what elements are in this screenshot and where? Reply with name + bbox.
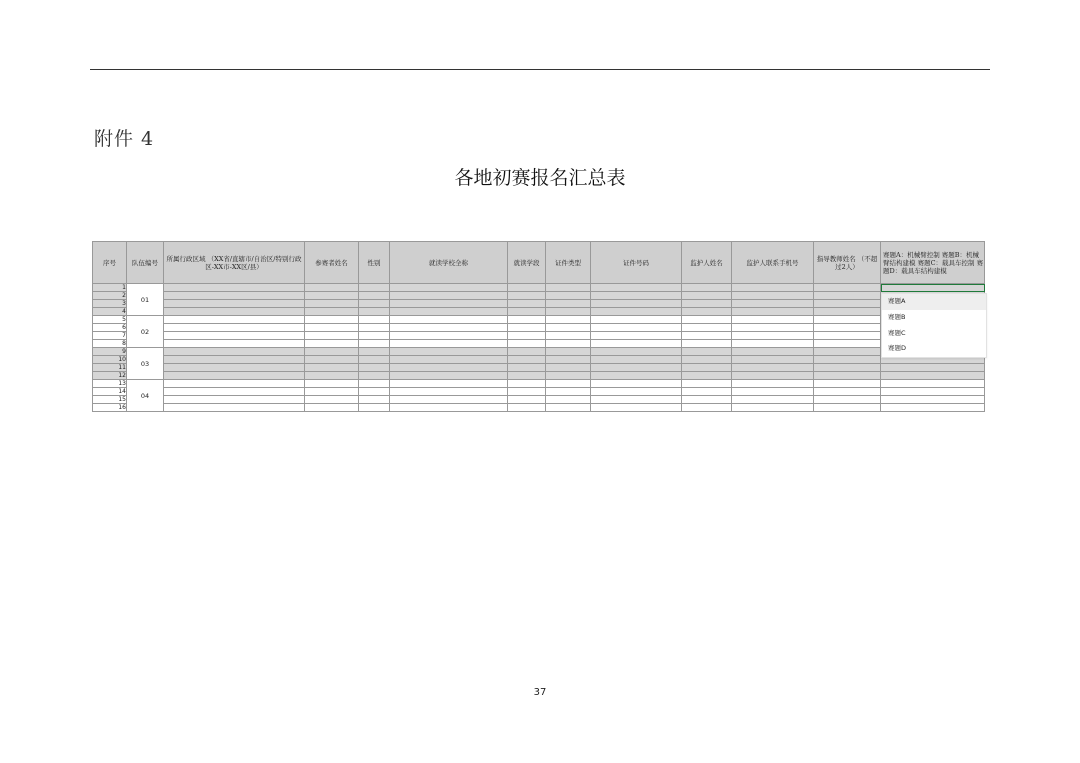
cell[interactable]	[591, 324, 682, 332]
header-guardian-phone: 监护人联系手机号	[732, 242, 814, 284]
cell[interactable]	[881, 396, 985, 404]
cell[interactable]	[814, 316, 881, 324]
cell[interactable]	[508, 292, 546, 300]
cell[interactable]	[682, 372, 732, 380]
table-row	[93, 332, 985, 340]
cell[interactable]	[305, 356, 359, 364]
cell[interactable]	[508, 372, 546, 380]
cell[interactable]	[591, 316, 682, 324]
cell[interactable]	[591, 396, 682, 404]
cell[interactable]	[546, 348, 591, 356]
cell[interactable]	[508, 284, 546, 292]
cell[interactable]	[305, 316, 359, 324]
registration-sheet	[92, 241, 985, 412]
cell[interactable]	[732, 300, 814, 308]
cell[interactable]	[359, 340, 390, 348]
cell[interactable]	[359, 356, 390, 364]
cell[interactable]	[390, 404, 508, 412]
cell[interactable]	[682, 316, 732, 324]
row-number: 8	[93, 340, 127, 348]
cell[interactable]	[164, 324, 305, 332]
cell[interactable]	[305, 348, 359, 356]
cell[interactable]	[814, 284, 881, 292]
cell[interactable]	[881, 404, 985, 412]
cell[interactable]	[546, 308, 591, 316]
dropdown-option-d[interactable]: 赛题D	[888, 344, 907, 353]
row-number: 13	[93, 380, 127, 388]
cell[interactable]	[164, 300, 305, 308]
cell[interactable]	[508, 404, 546, 412]
cell[interactable]	[591, 404, 682, 412]
table-row	[93, 300, 985, 308]
cell[interactable]	[546, 324, 591, 332]
cell[interactable]	[164, 388, 305, 396]
dropdown-option-a[interactable]: 赛题A	[882, 294, 986, 310]
cell[interactable]	[508, 348, 546, 356]
cell[interactable]	[305, 292, 359, 300]
cell[interactable]	[164, 316, 305, 324]
cell[interactable]	[508, 308, 546, 316]
cell[interactable]	[682, 300, 732, 308]
cell[interactable]	[359, 284, 390, 292]
team-id-cell: 04	[127, 380, 164, 412]
cell[interactable]	[164, 396, 305, 404]
header-guardian: 监护人姓名	[682, 242, 732, 284]
cell[interactable]	[305, 372, 359, 380]
header-school: 就读学校全称	[390, 242, 508, 284]
cell[interactable]	[305, 396, 359, 404]
cell[interactable]	[546, 380, 591, 388]
cell[interactable]	[591, 380, 682, 388]
cell[interactable]	[390, 308, 508, 316]
cell[interactable]	[359, 404, 390, 412]
cell[interactable]	[591, 300, 682, 308]
cell[interactable]	[508, 332, 546, 340]
cell[interactable]	[359, 348, 390, 356]
cell[interactable]	[359, 292, 390, 300]
cell[interactable]	[732, 332, 814, 340]
cell[interactable]	[546, 364, 591, 372]
cell[interactable]	[508, 396, 546, 404]
cell[interactable]	[591, 364, 682, 372]
table-row	[93, 348, 985, 356]
track-select-cell[interactable]	[881, 284, 985, 292]
cell[interactable]	[546, 340, 591, 348]
header-track: 赛题A：机械臂控制 赛题B：机械臂结构建模 赛题C：载具车控制 赛题D：载具车结构建模	[881, 242, 985, 284]
cell[interactable]	[390, 316, 508, 324]
cell[interactable]	[732, 284, 814, 292]
row-number: 5	[93, 316, 127, 324]
cell[interactable]	[814, 364, 881, 372]
header-teacher: 指导教师姓名 （不超过2人）	[814, 242, 881, 284]
cell[interactable]	[591, 372, 682, 380]
row-number: 16	[93, 404, 127, 412]
page-title: 各地初赛报名汇总表	[454, 167, 626, 189]
cell[interactable]	[305, 324, 359, 332]
cell[interactable]	[591, 388, 682, 396]
cell[interactable]	[682, 364, 732, 372]
row-number: 11	[93, 364, 127, 372]
table-row	[93, 340, 985, 348]
cell[interactable]	[305, 340, 359, 348]
cell[interactable]	[546, 284, 591, 292]
cell[interactable]	[546, 316, 591, 324]
header-id-type: 证件类型	[546, 242, 591, 284]
cell[interactable]	[546, 372, 591, 380]
cell[interactable]	[359, 364, 390, 372]
cell[interactable]	[508, 380, 546, 388]
cell[interactable]	[164, 404, 305, 412]
team-id-cell: 01	[127, 284, 164, 316]
cell[interactable]	[164, 364, 305, 372]
cell[interactable]	[814, 388, 881, 396]
cell[interactable]	[546, 292, 591, 300]
cell[interactable]	[305, 284, 359, 292]
header-row	[93, 242, 985, 284]
cell[interactable]	[814, 324, 881, 332]
header-rule	[90, 69, 990, 70]
cell[interactable]	[732, 292, 814, 300]
header-seq: 序号	[93, 242, 127, 284]
cell[interactable]	[814, 308, 881, 316]
table-row	[93, 388, 985, 396]
cell[interactable]	[359, 388, 390, 396]
dropdown-option-c[interactable]: 赛题C	[888, 328, 906, 337]
cell[interactable]	[359, 396, 390, 404]
cell[interactable]	[508, 340, 546, 348]
cell[interactable]	[546, 404, 591, 412]
cell[interactable]	[881, 380, 985, 388]
cell[interactable]	[546, 300, 591, 308]
cell[interactable]	[814, 332, 881, 340]
cell[interactable]	[305, 308, 359, 316]
cell[interactable]	[305, 300, 359, 308]
cell[interactable]	[508, 356, 546, 364]
cell[interactable]	[732, 388, 814, 396]
cell[interactable]	[359, 300, 390, 308]
cell[interactable]	[390, 300, 508, 308]
cell[interactable]	[732, 340, 814, 348]
cell[interactable]	[682, 404, 732, 412]
cell[interactable]	[164, 308, 305, 316]
cell[interactable]	[359, 316, 390, 324]
cell[interactable]	[814, 356, 881, 364]
cell[interactable]	[390, 388, 508, 396]
cell[interactable]	[682, 380, 732, 388]
cell[interactable]	[732, 380, 814, 388]
row-number: 6	[93, 324, 127, 332]
table-row	[93, 308, 985, 316]
cell[interactable]	[814, 372, 881, 380]
header-id-number: 证件号码	[591, 242, 682, 284]
cell[interactable]	[814, 348, 881, 356]
cell[interactable]	[546, 332, 591, 340]
row-number: 1	[93, 284, 127, 292]
cell[interactable]	[591, 356, 682, 364]
cell[interactable]	[732, 308, 814, 316]
cell[interactable]	[814, 380, 881, 388]
cell[interactable]	[814, 300, 881, 308]
cell[interactable]	[508, 388, 546, 396]
row-number: 3	[93, 300, 127, 308]
header-gender: 性别	[359, 242, 390, 284]
table-row	[93, 316, 985, 324]
cell[interactable]	[732, 372, 814, 380]
cell[interactable]	[164, 380, 305, 388]
cell[interactable]	[508, 316, 546, 324]
cell[interactable]	[682, 396, 732, 404]
table-row	[93, 324, 985, 332]
cell[interactable]	[732, 356, 814, 364]
cell[interactable]	[164, 356, 305, 364]
table-row	[93, 396, 985, 404]
cell[interactable]	[508, 364, 546, 372]
cell[interactable]	[359, 332, 390, 340]
table-row	[93, 356, 985, 364]
cell[interactable]	[164, 292, 305, 300]
row-number: 10	[93, 356, 127, 364]
cell[interactable]	[732, 364, 814, 372]
cell[interactable]	[390, 364, 508, 372]
cell[interactable]	[164, 332, 305, 340]
cell[interactable]	[359, 308, 390, 316]
cell[interactable]	[390, 372, 508, 380]
cell[interactable]	[359, 324, 390, 332]
cell[interactable]	[305, 404, 359, 412]
cell[interactable]	[164, 372, 305, 380]
cell[interactable]	[814, 340, 881, 348]
cell[interactable]	[591, 340, 682, 348]
cell[interactable]	[359, 372, 390, 380]
cell[interactable]	[164, 284, 305, 292]
cell[interactable]	[390, 348, 508, 356]
attachment-label: 附件 4	[94, 128, 155, 150]
header-team: 队伍编号	[127, 242, 164, 284]
cell[interactable]	[591, 332, 682, 340]
cell[interactable]	[390, 380, 508, 388]
cell[interactable]	[591, 308, 682, 316]
row-number: 4	[93, 308, 127, 316]
team-id-cell: 03	[127, 348, 164, 380]
header-name: 参赛者姓名	[305, 242, 359, 284]
row-number: 2	[93, 292, 127, 300]
cell[interactable]	[881, 388, 985, 396]
cell[interactable]	[682, 284, 732, 292]
header-region: 所属行政区域 （XX省/直辖市/自治区/特别行政区-XX市-XX区/县）	[164, 242, 305, 284]
cell[interactable]	[682, 388, 732, 396]
cell[interactable]	[732, 396, 814, 404]
cell[interactable]	[682, 348, 732, 356]
cell[interactable]	[305, 332, 359, 340]
row-number: 7	[93, 332, 127, 340]
row-number: 9	[93, 348, 127, 356]
cell[interactable]	[591, 284, 682, 292]
cell[interactable]	[591, 292, 682, 300]
cell[interactable]	[881, 364, 985, 372]
cell[interactable]	[682, 308, 732, 316]
cell[interactable]	[390, 340, 508, 348]
cell[interactable]	[390, 332, 508, 340]
cell[interactable]	[682, 332, 732, 340]
cell[interactable]	[305, 388, 359, 396]
row-number: 14	[93, 388, 127, 396]
team-id-cell: 02	[127, 316, 164, 348]
cell[interactable]	[546, 388, 591, 396]
cell[interactable]	[164, 348, 305, 356]
table-row	[93, 380, 985, 388]
cell[interactable]	[305, 364, 359, 372]
track-dropdown[interactable]	[881, 293, 987, 358]
cell[interactable]	[591, 348, 682, 356]
cell[interactable]	[305, 380, 359, 388]
cell[interactable]	[732, 348, 814, 356]
page-number: 37	[533, 687, 547, 698]
cell[interactable]	[814, 292, 881, 300]
cell[interactable]	[814, 404, 881, 412]
row-number: 12	[93, 372, 127, 380]
table-row	[93, 404, 985, 412]
cell[interactable]	[390, 292, 508, 300]
cell[interactable]	[881, 372, 985, 380]
table-row	[93, 284, 985, 292]
cell[interactable]	[390, 356, 508, 364]
cell[interactable]	[508, 324, 546, 332]
cell[interactable]	[682, 324, 732, 332]
cell[interactable]	[732, 324, 814, 332]
row-number: 15	[93, 396, 127, 404]
header-stage: 就读学段	[508, 242, 546, 284]
cell[interactable]	[390, 324, 508, 332]
table-row	[93, 364, 985, 372]
cell[interactable]	[390, 396, 508, 404]
cell[interactable]	[732, 316, 814, 324]
cell[interactable]	[546, 396, 591, 404]
table-row	[93, 372, 985, 380]
cell[interactable]	[682, 292, 732, 300]
cell[interactable]	[814, 396, 881, 404]
cell[interactable]	[732, 404, 814, 412]
table-row	[93, 292, 985, 300]
cell[interactable]	[390, 284, 508, 292]
cell[interactable]	[682, 356, 732, 364]
cell[interactable]	[508, 300, 546, 308]
cell[interactable]	[359, 380, 390, 388]
cell[interactable]	[164, 340, 305, 348]
dropdown-option-b[interactable]: 赛题B	[888, 312, 906, 321]
cell[interactable]	[546, 356, 591, 364]
cell[interactable]	[682, 340, 732, 348]
